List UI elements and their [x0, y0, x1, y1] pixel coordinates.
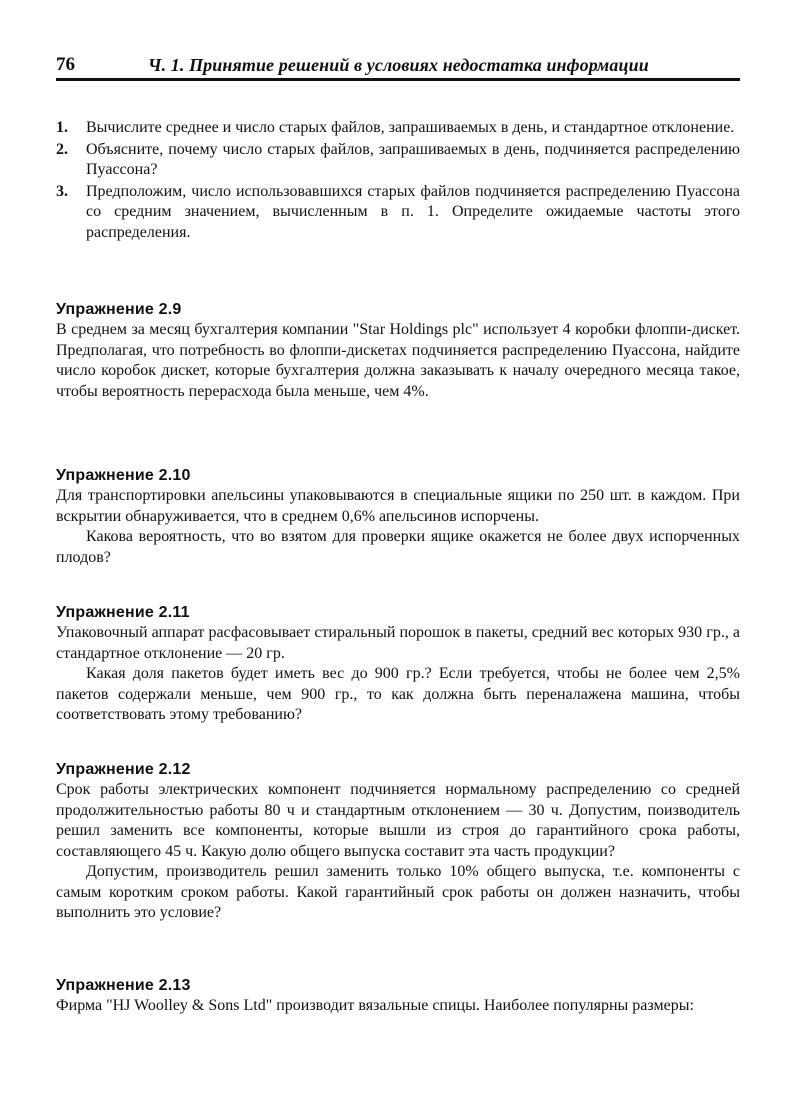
list-item-text: Объясните, почему число старых файлов, запрашиваемых в день, подчиняется распределению Пуассона? — [86, 140, 740, 178]
list-item — [56, 118, 740, 139]
exercise-title: Упражнение 2.10 — [56, 467, 191, 484]
list-item — [56, 182, 740, 244]
exercise-2-9 — [56, 300, 740, 402]
list-item-text: Предположим, число использовавшихся старых файлов подчиняется распределению Пуассона со средним значением, вычисленным в п. 1. Определите ожидаемые частоты этого распределения. — [86, 182, 740, 241]
exercise-2-12 — [56, 760, 740, 924]
list-item-number: 3. — [56, 182, 68, 200]
question-list — [56, 118, 740, 244]
exercise-title: Упражнение 2.12 — [56, 761, 191, 778]
running-title: Ч. 1. Принятие решений в условиях недостатка информации — [148, 55, 649, 75]
exercise-title: Упражнение 2.11 — [56, 604, 190, 621]
exercise-paragraph: Какова вероятность, что во взятом для проверки ящике окажется не более двух испорченных плодов? — [56, 528, 740, 566]
exercise-paragraph: Допустим, производитель решил заменить только 10% общего выпуска, т.е. компоненты с самым коротким сроком работы. Какой гарантийный срок работы он должен назначить, чтобы выполнить это условие? — [56, 863, 740, 921]
page-header — [56, 52, 740, 81]
list-item-text: Вычислите среднее и число старых файлов, запрашиваемых в день, и стандартное отклонение. — [86, 119, 735, 136]
exercise-paragraph: Фирма "HJ Woolley & Sons Ltd" производит вязальные спицы. Наиболее популярны размеры: — [56, 997, 694, 1014]
list-item-number: 2. — [56, 140, 68, 158]
exercise-paragraph: В среднем за месяц бухгалтерия компании "Star Holdings plc" использует 4 коробки флоппи-дискет. Предполагая, что потребность во флоппи-дискетах подчиняется распределению Пуассона, найдите число коробок дискет, которые бухгалтерия должна заказывать к началу очередного месяца такое, чтобы вероятность перерасхода была меньше, чем 4%. — [56, 321, 740, 400]
exercise-title: Упражнение 2.9 — [56, 301, 182, 318]
exercise-2-10 — [56, 466, 740, 568]
page-number: 76 — [56, 54, 75, 75]
exercise-paragraph: Срок работы электрических компонент подчиняется нормальному распределению со средней продолжительностью работы 80 ч и стандартным отклонением — 30 ч. Допустим, поизводитель решил заменить все компоненты, которые вышли из строя до гарантийного срока работы, составляющего 45 ч. Какую долю общего выпуска составит эта часть продукции? — [56, 781, 740, 860]
exercise-paragraph: Упаковочный аппарат расфасовывает стиральный порошок в пакеты, средний вес которых 930 гр., а стандартное отклонение — 20 гр. — [56, 624, 740, 662]
exercise-2-13 — [56, 976, 740, 1017]
list-item — [56, 140, 740, 181]
exercise-title: Упражнение 2.13 — [56, 977, 191, 994]
exercise-2-11 — [56, 603, 740, 726]
list-item-number: 1. — [56, 119, 68, 136]
exercise-paragraph: Для транспортировки апельсины упаковываются в специальные ящики по 250 шт. в каждом. При вскрытии обнаруживается, что в среднем 0,6% апельсинов испорчены. — [56, 487, 740, 525]
exercise-paragraph: Какая доля пакетов будет иметь вес до 900 гр.? Если требуется, чтобы не более чем 2,5% пакетов содержали меньше, чем 900 гр., то как должна быть переналажена машина, чтобы соответствовать этому требованию? — [56, 665, 740, 723]
